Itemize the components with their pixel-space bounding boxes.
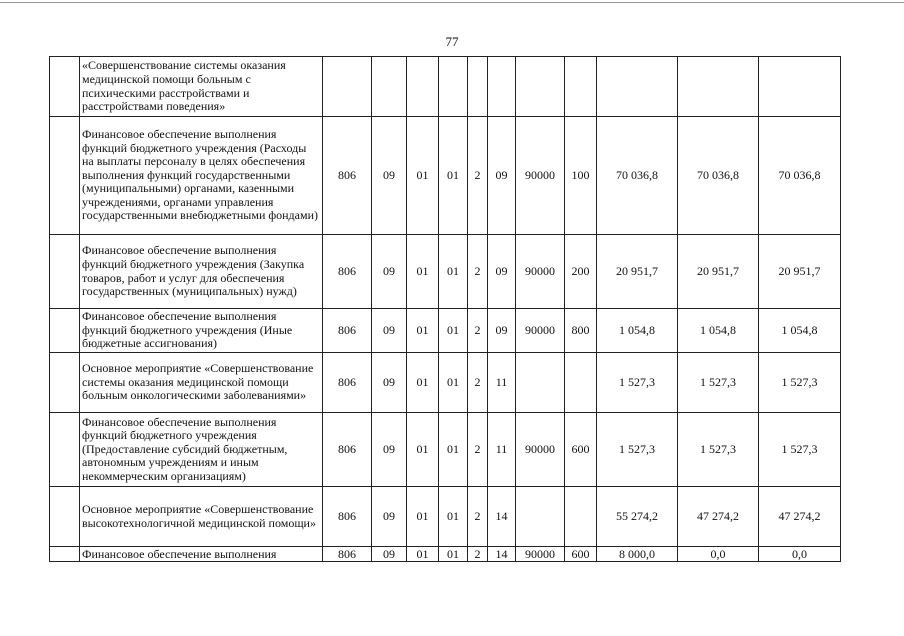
row-name-cell: Финансовое обеспечение выполнения функций бюджетного учреждения (Расходы на выплаты персоналу в целях обеспечения выполнения функций государственными (муниципальными) органами, казенными учреждениями, органами управления государственными внебюджетными фондами) bbox=[80, 117, 323, 235]
code-section-cell: 09 bbox=[372, 309, 407, 353]
code-activity-cell bbox=[488, 57, 516, 117]
amount-year-2-cell: 1 527,3 bbox=[678, 353, 759, 413]
code-subsection-cell: 01 bbox=[407, 487, 439, 547]
row-index-cell bbox=[50, 413, 80, 487]
code-direction-cell: 90000 bbox=[516, 413, 565, 487]
code-subsection-cell: 01 bbox=[407, 353, 439, 413]
row-name-cell: Финансовое обеспечение выполнения bbox=[80, 547, 323, 562]
code-gov-cell: 806 bbox=[323, 547, 372, 562]
amount-year-2-cell: 47 274,2 bbox=[678, 487, 759, 547]
table-row bbox=[50, 117, 841, 235]
code-section-cell: 09 bbox=[372, 353, 407, 413]
code-gov-cell: 806 bbox=[323, 309, 372, 353]
code-activity-cell: 09 bbox=[488, 117, 516, 235]
code-direction-cell: 90000 bbox=[516, 235, 565, 309]
row-index-cell bbox=[50, 57, 80, 117]
code-section-cell: 09 bbox=[372, 117, 407, 235]
row-name-cell: Основное мероприятие «Совершенствование системы оказания медицинской помощи больным онкологическими заболеваниями» bbox=[80, 353, 323, 413]
amount-year-2-cell: 0,0 bbox=[678, 547, 759, 562]
page-number: 77 bbox=[445, 34, 459, 49]
code-gov-cell: 806 bbox=[323, 353, 372, 413]
code-direction-cell bbox=[516, 353, 565, 413]
code-subsection-cell: 01 bbox=[407, 309, 439, 353]
code-gov-cell bbox=[323, 57, 372, 117]
code-section-cell: 09 bbox=[372, 547, 407, 562]
code-direction-cell: 90000 bbox=[516, 547, 565, 562]
code-section-cell: 09 bbox=[372, 413, 407, 487]
amount-year-1-cell: 1 527,3 bbox=[597, 353, 678, 413]
amount-year-2-cell bbox=[678, 57, 759, 117]
amount-year-3-cell: 70 036,8 bbox=[759, 117, 841, 235]
code-subprogram-cell: 2 bbox=[468, 353, 488, 413]
code-direction-cell: 90000 bbox=[516, 309, 565, 353]
code-subsection-cell: 01 bbox=[407, 235, 439, 309]
code-section-cell: 09 bbox=[372, 235, 407, 309]
row-name-cell: Финансовое обеспечение выполнения функций бюджетного учреждения (Иные бюджетные ассигнования) bbox=[80, 309, 323, 353]
code-activity-cell: 14 bbox=[488, 547, 516, 562]
amount-year-1-cell: 20 951,7 bbox=[597, 235, 678, 309]
amount-year-1-cell: 8 000,0 bbox=[597, 547, 678, 562]
code-direction-cell bbox=[516, 57, 565, 117]
code-subprogram-cell: 2 bbox=[468, 547, 488, 562]
table-row bbox=[50, 57, 841, 117]
amount-year-3-cell: 20 951,7 bbox=[759, 235, 841, 309]
code-expense-type-cell: 100 bbox=[565, 117, 597, 235]
row-index-cell bbox=[50, 547, 80, 562]
amount-year-2-cell: 20 951,7 bbox=[678, 235, 759, 309]
row-name-cell: Финансовое обеспечение выполнения функций бюджетного учреждения (Предоставление субсидий бюджетным, автономным учреждениям и иным некоммерческим организациям) bbox=[80, 413, 323, 487]
row-index-cell bbox=[50, 309, 80, 353]
code-subprogram-cell: 2 bbox=[468, 413, 488, 487]
code-activity-cell: 09 bbox=[488, 235, 516, 309]
code-program-cell bbox=[439, 57, 468, 117]
amount-year-2-cell: 1 527,3 bbox=[678, 413, 759, 487]
code-expense-type-cell bbox=[565, 487, 597, 547]
code-subsection-cell: 01 bbox=[407, 413, 439, 487]
code-activity-cell: 11 bbox=[488, 413, 516, 487]
row-index-cell bbox=[50, 487, 80, 547]
code-section-cell: 09 bbox=[372, 487, 407, 547]
amount-year-3-cell: 1 054,8 bbox=[759, 309, 841, 353]
code-program-cell: 01 bbox=[439, 117, 468, 235]
code-subsection-cell bbox=[407, 57, 439, 117]
amount-year-3-cell: 47 274,2 bbox=[759, 487, 841, 547]
amount-year-2-cell: 70 036,8 bbox=[678, 117, 759, 235]
table-row bbox=[50, 487, 841, 547]
code-direction-cell bbox=[516, 487, 565, 547]
table-row bbox=[50, 413, 841, 487]
budget-table bbox=[49, 56, 841, 562]
row-name-cell: Основное мероприятие «Совершенствование высокотехнологичной медицинской помощи» bbox=[80, 487, 323, 547]
code-section-cell bbox=[372, 57, 407, 117]
amount-year-1-cell bbox=[597, 57, 678, 117]
table-row bbox=[50, 235, 841, 309]
amount-year-3-cell bbox=[759, 57, 841, 117]
amount-year-3-cell: 1 527,3 bbox=[759, 413, 841, 487]
code-expense-type-cell: 800 bbox=[565, 309, 597, 353]
code-gov-cell: 806 bbox=[323, 117, 372, 235]
code-subprogram-cell: 2 bbox=[468, 117, 488, 235]
amount-year-1-cell: 1 527,3 bbox=[597, 413, 678, 487]
amount-year-2-cell: 1 054,8 bbox=[678, 309, 759, 353]
code-program-cell: 01 bbox=[439, 413, 468, 487]
code-activity-cell: 14 bbox=[488, 487, 516, 547]
code-program-cell: 01 bbox=[439, 353, 468, 413]
amount-year-1-cell: 70 036,8 bbox=[597, 117, 678, 235]
code-gov-cell: 806 bbox=[323, 413, 372, 487]
code-gov-cell: 806 bbox=[323, 487, 372, 547]
amount-year-1-cell: 55 274,2 bbox=[597, 487, 678, 547]
code-activity-cell: 09 bbox=[488, 309, 516, 353]
table-row bbox=[50, 547, 841, 562]
code-gov-cell: 806 bbox=[323, 235, 372, 309]
code-expense-type-cell bbox=[565, 353, 597, 413]
table-row bbox=[50, 353, 841, 413]
code-subprogram-cell: 2 bbox=[468, 309, 488, 353]
code-subsection-cell: 01 bbox=[407, 547, 439, 562]
page-top-edge bbox=[0, 2, 904, 3]
amount-year-3-cell: 0,0 bbox=[759, 547, 841, 562]
code-expense-type-cell: 600 bbox=[565, 413, 597, 487]
amount-year-1-cell: 1 054,8 bbox=[597, 309, 678, 353]
table-body bbox=[50, 57, 841, 562]
code-activity-cell: 11 bbox=[488, 353, 516, 413]
row-index-cell bbox=[50, 117, 80, 235]
row-index-cell bbox=[50, 353, 80, 413]
amount-year-3-cell: 1 527,3 bbox=[759, 353, 841, 413]
code-expense-type-cell: 600 bbox=[565, 547, 597, 562]
row-name-cell: «Совершенствование системы оказания медицинской помощи больным с психическими расстройствами и расстройствами поведения» bbox=[80, 57, 323, 117]
row-index-cell bbox=[50, 235, 80, 309]
table-row bbox=[50, 309, 841, 353]
code-program-cell: 01 bbox=[439, 487, 468, 547]
code-program-cell: 01 bbox=[439, 235, 468, 309]
code-subprogram-cell: 2 bbox=[468, 235, 488, 309]
code-subprogram-cell bbox=[468, 57, 488, 117]
code-subsection-cell: 01 bbox=[407, 117, 439, 235]
row-name-cell: Финансовое обеспечение выполнения функций бюджетного учреждения (Закупка товаров, работ и услуг для обеспечения государственных (муниципальных) нужд) bbox=[80, 235, 323, 309]
code-expense-type-cell: 200 bbox=[565, 235, 597, 309]
code-program-cell: 01 bbox=[439, 309, 468, 353]
code-expense-type-cell bbox=[565, 57, 597, 117]
code-subprogram-cell: 2 bbox=[468, 487, 488, 547]
code-program-cell: 01 bbox=[439, 547, 468, 562]
code-direction-cell: 90000 bbox=[516, 117, 565, 235]
